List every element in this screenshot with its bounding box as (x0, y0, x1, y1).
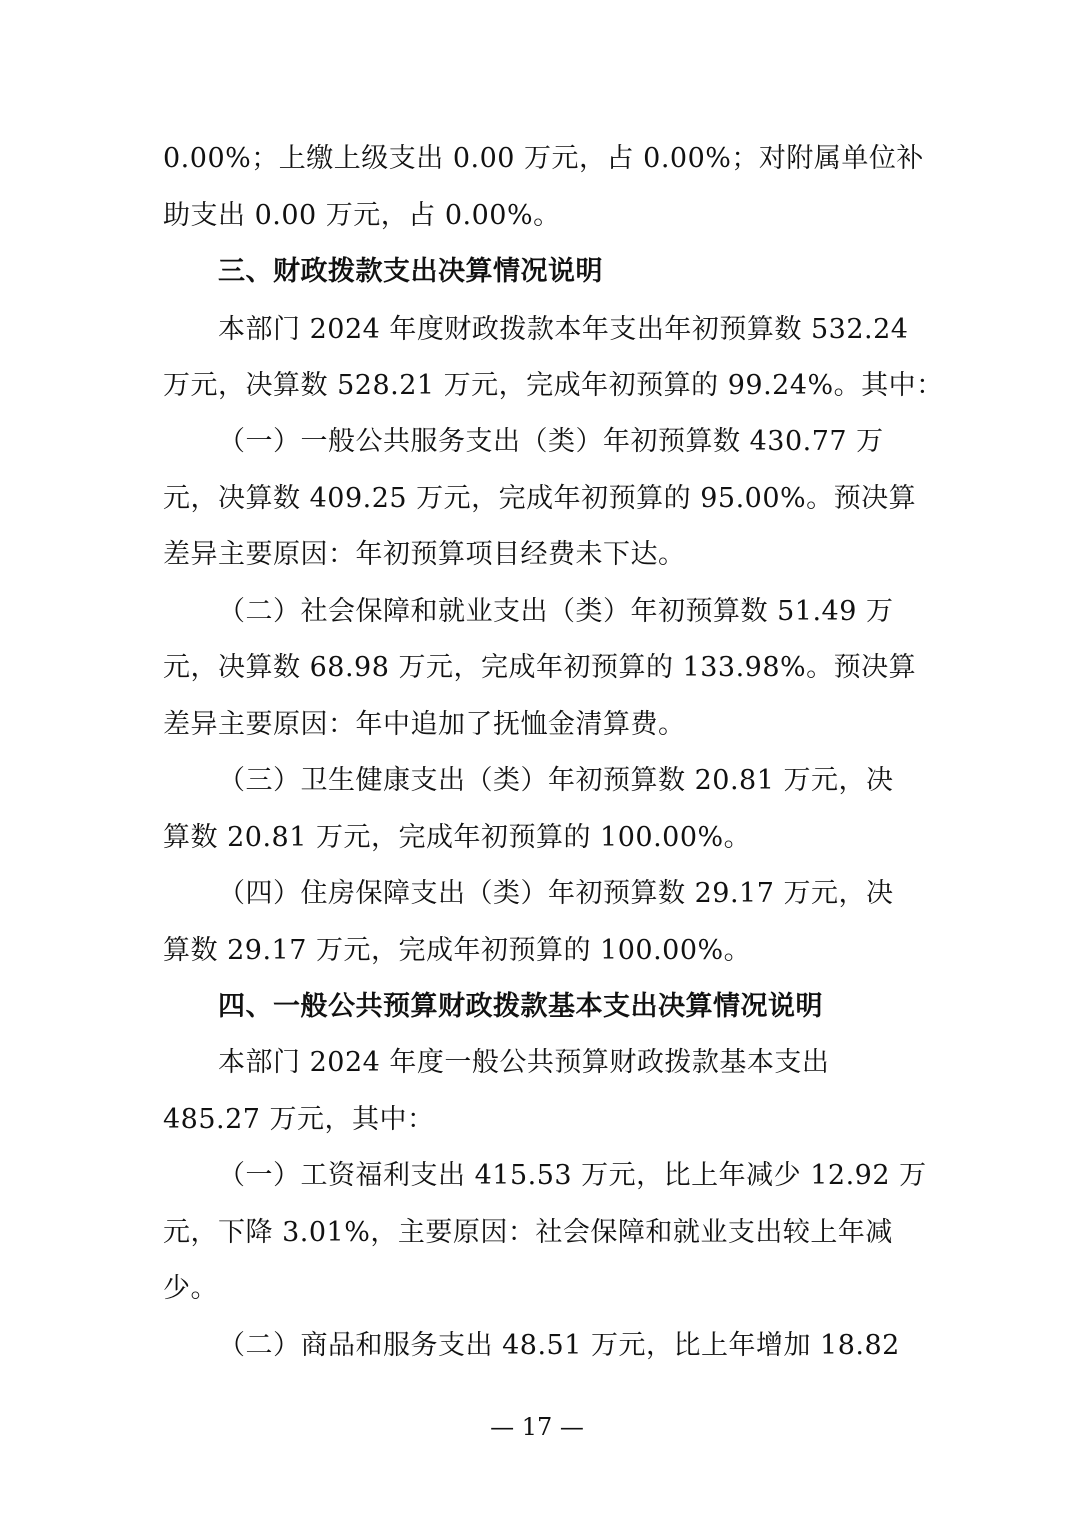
body-text-line: （四）住房保障支出（类）年初预算数 29.17 万元，决 (218, 878, 894, 909)
body-text-line: 差异主要原因：年中追加了抚恤金清算费。 (163, 709, 686, 740)
body-text-line: （一）工资福利支出 415.53 万元，比上年减少 12.92 万 (218, 1160, 927, 1191)
body-text-line: 元，下降 3.01%，主要原因：社会保障和就业支出较上年减 (163, 1217, 893, 1248)
body-text-line: 算数 29.17 万元，完成年初预算的 100.00%。 (163, 935, 752, 966)
body-text-line: （二）社会保障和就业支出（类）年初预算数 51.49 万 (218, 596, 894, 627)
body-text-line: 元，决算数 68.98 万元，完成年初预算的 133.98%。预决算 (163, 652, 917, 683)
body-text-line: 算数 20.81 万元，完成年初预算的 100.00%。 (163, 822, 752, 853)
page-number: — 17 — (490, 1413, 584, 1441)
section-heading-3: 三、财政拨款支出决算情况说明 (218, 256, 603, 287)
body-text-line: （二）商品和服务支出 48.51 万元，比上年增加 18.82 (218, 1330, 900, 1361)
body-text-line: 差异主要原因：年初预算项目经费未下达。 (163, 539, 686, 570)
body-text-line: 元，决算数 409.25 万元，完成年初预算的 95.00%。预决算 (163, 483, 917, 514)
body-text-line: 本部门 2024 年度财政拨款本年支出年初预算数 532.24 (218, 314, 909, 345)
body-text-line: 助支出 0.00 万元，占 0.00%。 (163, 200, 561, 231)
body-text-line: 少。 (163, 1273, 218, 1304)
body-text-line: 万元，决算数 528.21 万元，完成年初预算的 99.24%。其中： (163, 370, 944, 401)
section-heading-4: 四、一般公共预算财政拨款基本支出决算情况说明 (218, 991, 823, 1022)
body-text-line: 485.27 万元，其中： (163, 1104, 435, 1135)
body-text-line: （一）一般公共服务支出（类）年初预算数 430.77 万 (218, 426, 884, 457)
body-text-line: 本部门 2024 年度一般公共预算财政拨款基本支出 (218, 1047, 830, 1078)
body-text-line: 0.00%；上缴上级支出 0.00 万元，占 0.00%；对附属单位补 (163, 143, 924, 174)
body-text-line: （三）卫生健康支出（类）年初预算数 20.81 万元，决 (218, 765, 894, 796)
